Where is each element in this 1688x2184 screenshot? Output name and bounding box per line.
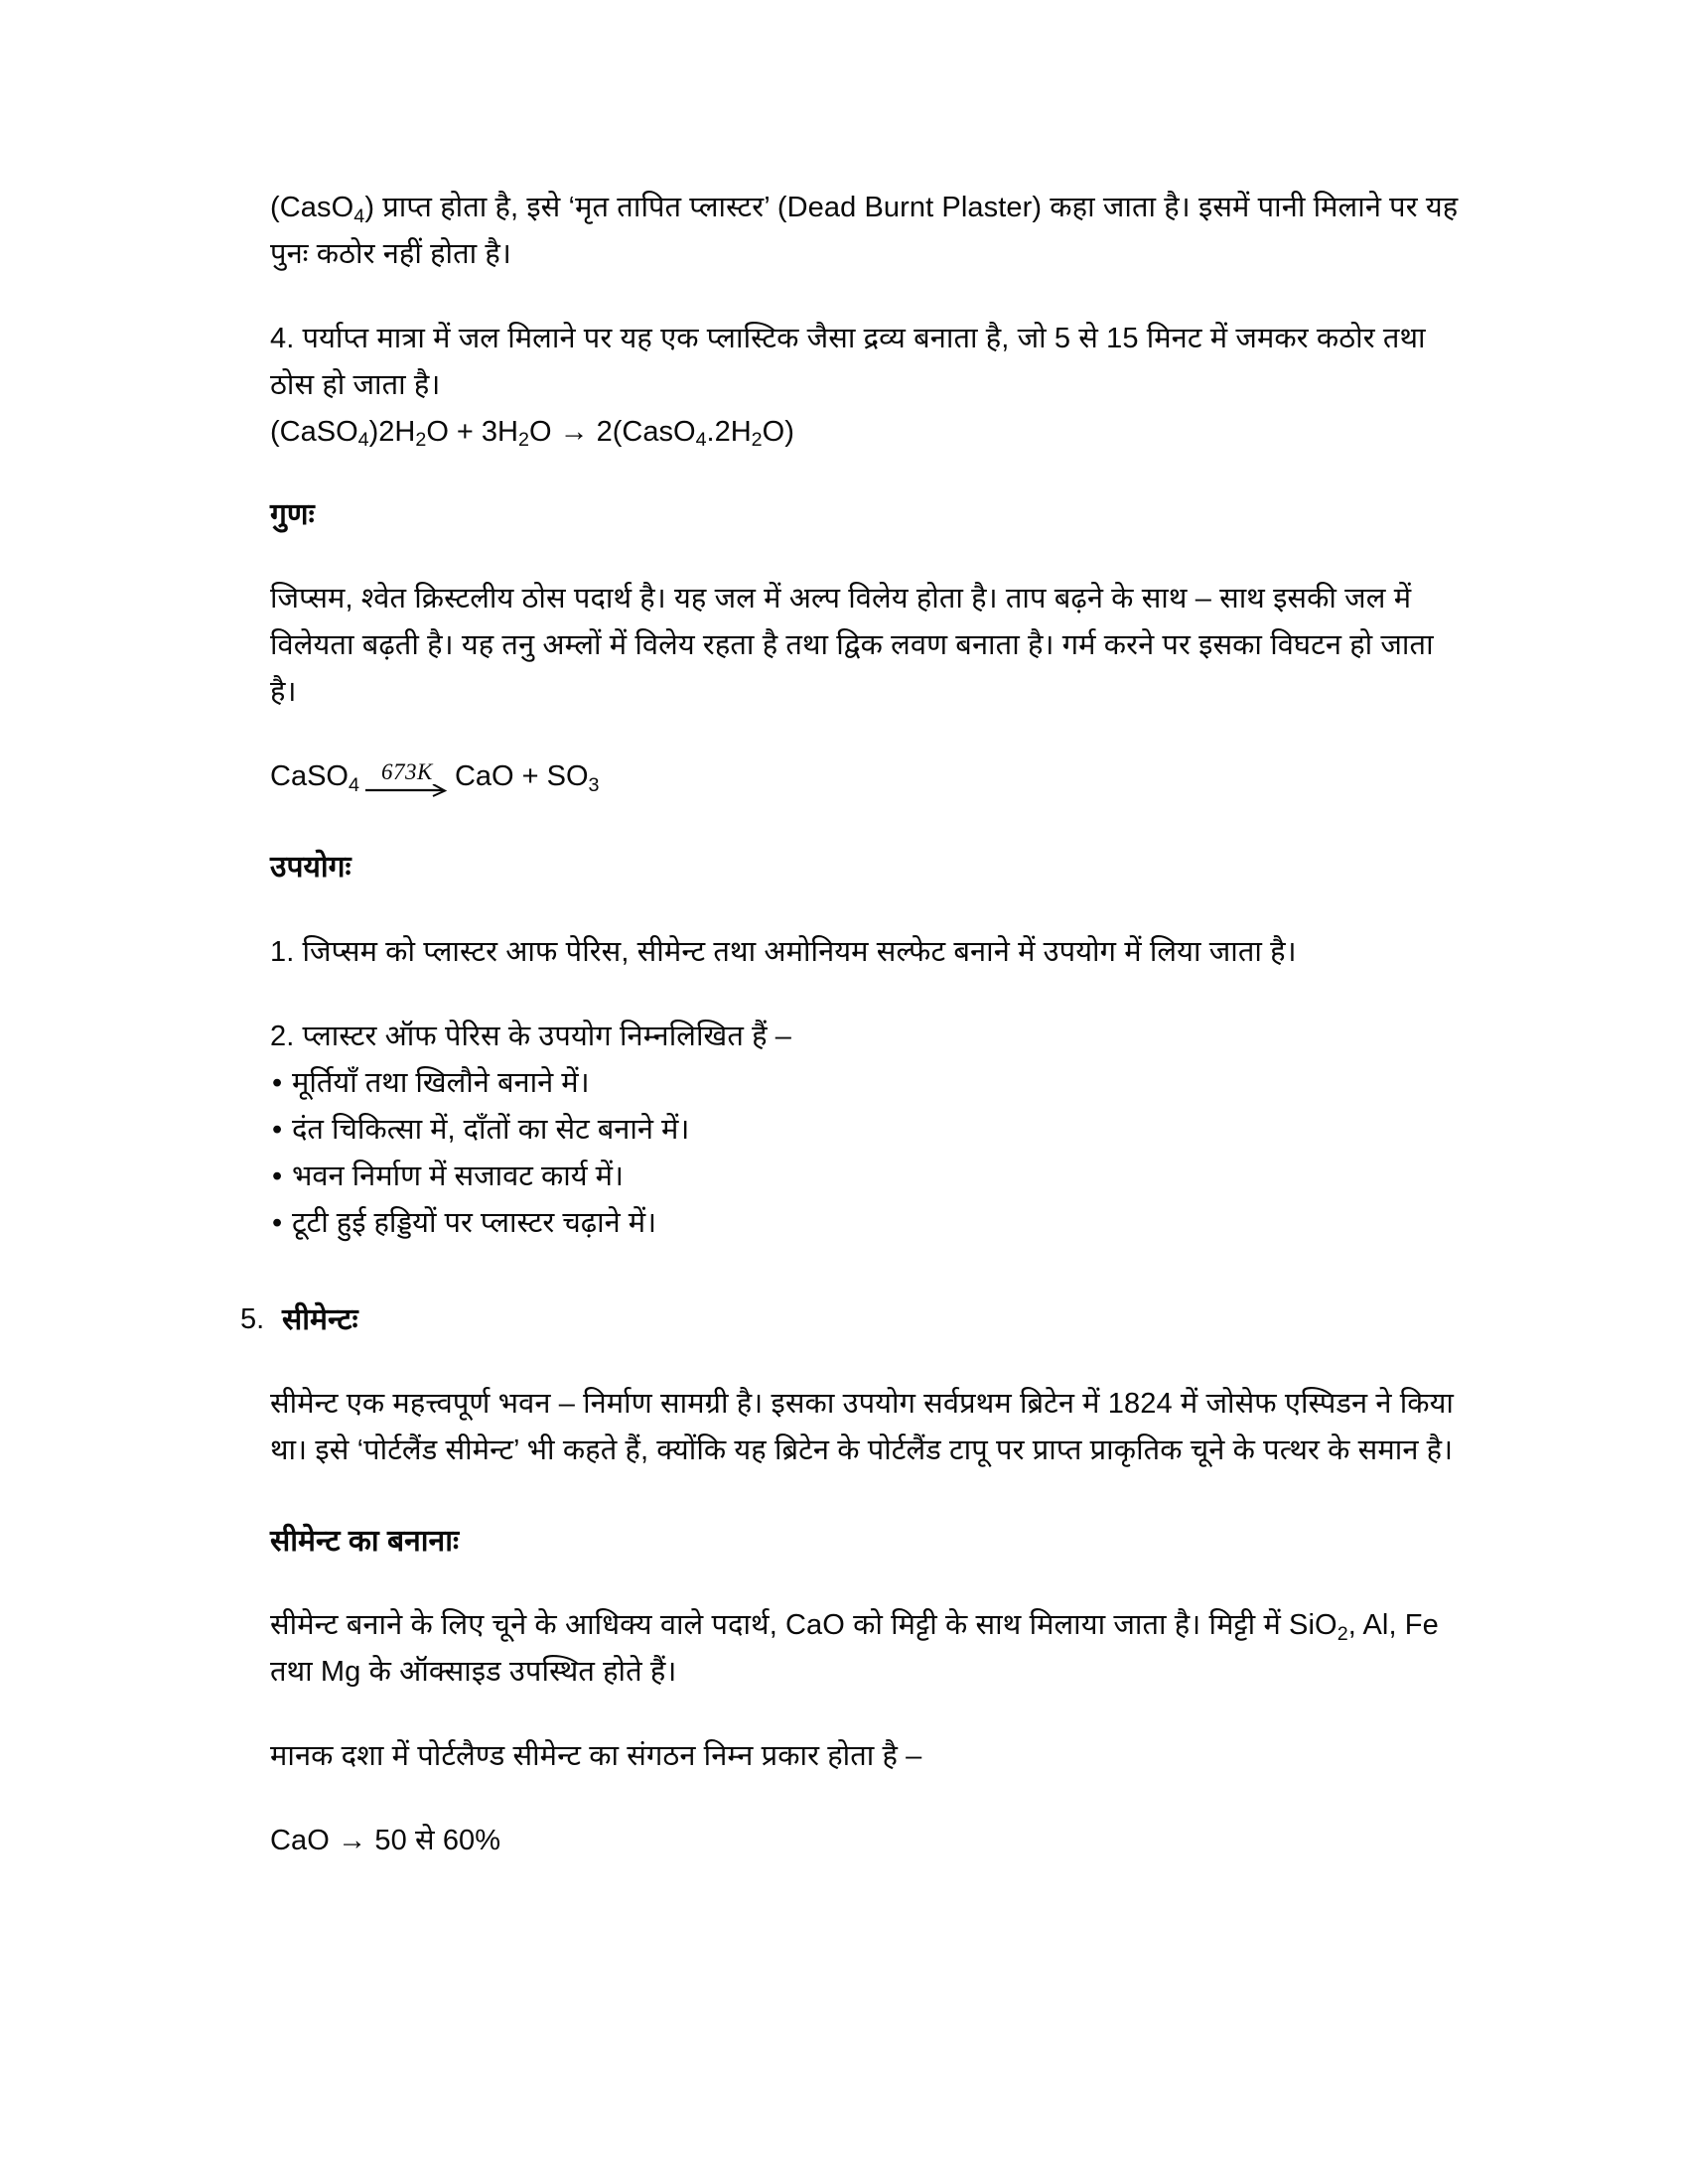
bullet-icon: •: [272, 1066, 283, 1099]
equation-decomposition: [270, 753, 1462, 800]
subscript-2: 2: [415, 429, 427, 452]
paragraph-item-4: 4. पर्याप्त मात्रा में जल मिलाने पर यह एक प्लास्टिक जैसा द्रव्य बनाता है, जो 5 से 15 मिनट में जमकर कठोर तथा ठोस हो जाता है।: [270, 322, 1426, 401]
subscript-4: 4: [357, 429, 369, 452]
subscript-4: 4: [353, 205, 365, 227]
heading-cement-making: सीमेन्ट का बनानाः: [270, 1524, 460, 1558]
paragraph-gun-properties: जिप्सम, श्वेत क्रिस्टलीय ठोस पदार्थ है। यह जल में अल्प विलेय होता है। ताप बढ़ने के साथ – साथ इसकी जल में विलेयता बढ़ती है। यह तनु अम्लों में विलेय रहता है तथा द्विक लवण बनाता है। गर्म करने पर इसका विघटन हो जाता है।: [270, 583, 1434, 709]
paragraph-standard-composition: मानक दशा में पोर्टलैण्ड सीमेन्ट का संगठन निम्न प्रकार होता है –: [270, 1740, 922, 1773]
list-item-label: भवन निर्माण में सजावट कार्य में।: [292, 1160, 624, 1192]
list-item: [270, 1154, 1462, 1200]
paragraph-cement-intro: सीमेन्ट एक महत्त्वपूर्ण भवन – निर्माण सामग्री है। इसका उपयोग सर्वप्रथम ब्रिटेन में 1824 में जोसेफ एस्पिडन ने किया था। इसे ‘पोर्टलैंड सीमेन्ट’ भी कहते हैं, क्योंकि यह ब्रिटेन के पोर्टलैंड टापू पर प्राप्त प्राकृतिक चूने के पत्थर के समान है।: [270, 1388, 1455, 1466]
list-item: [270, 1200, 1462, 1247]
paragraph-cement-making: सीमेन्ट बनाने के लिए चूने के आधिक्य वाले पदार्थ, CaO को मिट्टी के साथ मिलाया जाता है। मिट्टी में SiO$_2$, Al, Fe तथा Mg के ऑक्साइड उपस्थित होते हैं।: [270, 1609, 1439, 1689]
paragraph-use-1: 1. जिप्सम को प्लास्टर आफ पेरिस, सीमेन्ट तथा अमोनियम सल्फेट बनाने में उपयोग में लिया जाता है।: [270, 935, 1297, 968]
list-item: [270, 1060, 1462, 1107]
subscript-2: 2: [751, 429, 763, 452]
paragraph-use-2: 2. प्लास्टर ऑफ पेरिस के उपयोग निम्नलिखित हैं –: [270, 1020, 792, 1052]
list-item-label: मूर्तियाँ तथा खिलौने बनाने में।: [292, 1066, 590, 1099]
numbered-heading-cement: [230, 1298, 1462, 1342]
list-item-label: दंत चिकित्सा में, दाँतों का सेट बनाने में।: [292, 1113, 690, 1146]
document-content: [240, 185, 1462, 1902]
list-item: [270, 1107, 1462, 1154]
heading-upyog: उपयोगः: [270, 851, 352, 885]
reaction-products: CaO + $SO_3$: [454, 760, 600, 796]
list-item-label: टूटी हुई हड्डियों पर प्लास्टर चढ़ाने में।: [292, 1206, 657, 1239]
equation-hydration: $(CaSO_4)2H_2O + 3H_2O$ → $2(CasO_4.2H_2O)$: [270, 415, 794, 452]
heading-gun: गुणः: [270, 497, 315, 531]
paragraph-cao-range: CaO → 50 से 60%: [270, 1825, 501, 1857]
reaction-condition-label: 673K: [381, 759, 433, 785]
item-number: 5.: [240, 1302, 265, 1335]
reaction-inline: [270, 753, 600, 800]
bullet-icon: •: [272, 1160, 283, 1192]
reaction-reactant: CaSO$_4$: [270, 760, 359, 796]
subscript-2: 2: [518, 429, 529, 452]
use-2-bullet-list: [270, 1060, 1462, 1247]
subscript-4: 4: [348, 773, 359, 796]
bullet-icon: •: [272, 1206, 283, 1239]
subscript-4: 4: [695, 429, 707, 452]
paragraph-dead-burnt-plaster: (CasO$_4$) प्राप्त होता है, इसे ‘मृत तापित प्लास्टर’ (Dead Burnt Plaster) कहा जाता है। इसमें पानी मिलाने पर यह पुनः कठोर नहीं होता है।: [270, 192, 1459, 270]
bullet-icon: •: [272, 1113, 283, 1146]
reaction-arrow-group: [365, 760, 449, 798]
reaction-arrow-icon: [365, 784, 449, 798]
item-title: सीमेन्टः: [282, 1302, 358, 1336]
subscript-2: 2: [1336, 1622, 1348, 1645]
subscript-3: 3: [588, 773, 600, 796]
